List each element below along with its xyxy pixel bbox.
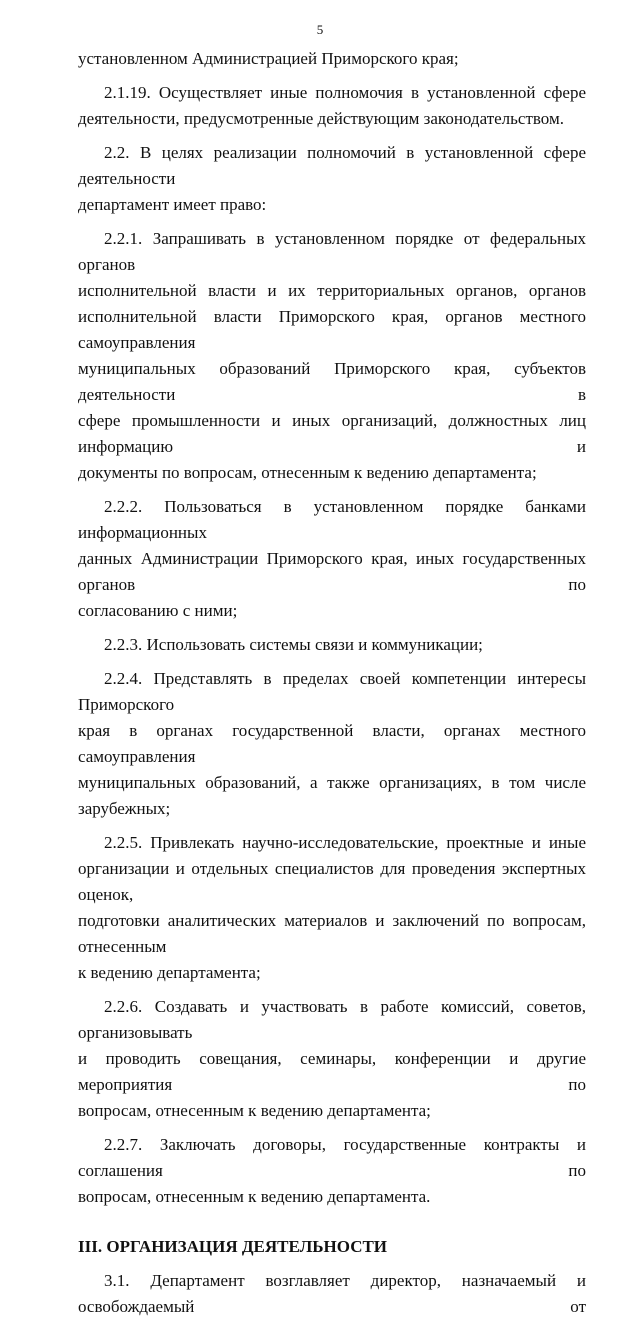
- text-line: вопросам, отнесенным к ведению департамента;: [78, 1101, 431, 1120]
- text-line: 2.2.5. Привлекать научно-исследовательские, проектные и иные: [104, 833, 586, 852]
- paragraph-2-2-4: [78, 666, 586, 822]
- paragraph-2-2-1: [78, 226, 586, 486]
- text-line: 2.2.4. Представлять в пределах своей компетенции интересы Приморского: [78, 669, 586, 714]
- text-line: организации и отдельных специалистов для проведения экспертных оценок,: [78, 859, 586, 904]
- text-line: муниципальных образований, а также организациях, в том числе зарубежных;: [78, 773, 586, 818]
- text-line: вопросам, отнесенным к ведению департамента.: [78, 1187, 431, 1206]
- text-line: 2.2.6. Создавать и участвовать в работе комиссий, советов, организовывать: [78, 997, 586, 1042]
- text-line: 2.2. В целях реализации полномочий в установленной сфере деятельности: [78, 143, 586, 188]
- paragraph-2-2-6: [78, 994, 586, 1124]
- text-line: документы по вопросам, отнесенным к ведению департамента;: [78, 463, 537, 482]
- text-line: к ведению департамента;: [78, 963, 261, 982]
- text-line: 2.2.7. Заключать договоры, государственные контракты и соглашения по: [78, 1135, 586, 1180]
- text-line: деятельности, предусмотренные действующим законодательством.: [78, 109, 564, 128]
- paragraph-2-2-5: [78, 830, 586, 986]
- paragraph-2-1-19: [78, 80, 586, 132]
- document-body: [78, 46, 586, 1320]
- paragraph-3-1: [78, 1268, 586, 1320]
- text-line: и проводить совещания, семинары, конференции и другие мероприятия по: [78, 1049, 586, 1094]
- text-line: 2.2.3. Использовать системы связи и коммуникации;: [104, 635, 483, 654]
- text-line: сфере промышленности и иных организаций, должностных лиц информацию и: [78, 411, 586, 456]
- text-line: 2.2.2. Пользоваться в установленном порядке банками информационных: [78, 497, 586, 542]
- paragraph-2-2-7: [78, 1132, 586, 1210]
- paragraph-2-2: [78, 140, 586, 218]
- text-line: данных Администрации Приморского края, иных государственных органов по: [78, 549, 586, 594]
- text-line: согласованию с ними;: [78, 601, 238, 620]
- text-line: установленном Администрацией Приморского края;: [78, 49, 459, 68]
- paragraph-2-2-2: [78, 494, 586, 624]
- text-line: 3.1. Департамент возглавляет директор, назначаемый и освобождаемый от: [78, 1271, 586, 1316]
- section-heading: III. ОРГАНИЗАЦИЯ ДЕЯТЕЛЬНОСТИ: [78, 1237, 388, 1256]
- text-line: муниципальных образований Приморского края, субъектов деятельности в: [78, 359, 586, 404]
- text-line: 2.1.19. Осуществляет иные полномочия в установленной сфере: [104, 83, 586, 102]
- text-line: подготовки аналитических материалов и заключений по вопросам, отнесенным: [78, 911, 586, 956]
- paragraph-2-2-3: [78, 632, 586, 658]
- text-line: края в органах государственной власти, органах местного самоуправления: [78, 721, 586, 766]
- text-line: 2.2.1. Запрашивать в установленном порядке от федеральных органов: [78, 229, 586, 274]
- text-line: департамент имеет право:: [78, 195, 267, 214]
- page-number: 5: [316, 22, 324, 37]
- text-line: исполнительной власти и их территориальных органов, органов: [78, 281, 586, 300]
- paragraph-2-1-18-end: [78, 46, 586, 72]
- text-line: исполнительной власти Приморского края, органов местного самоуправления: [78, 307, 586, 352]
